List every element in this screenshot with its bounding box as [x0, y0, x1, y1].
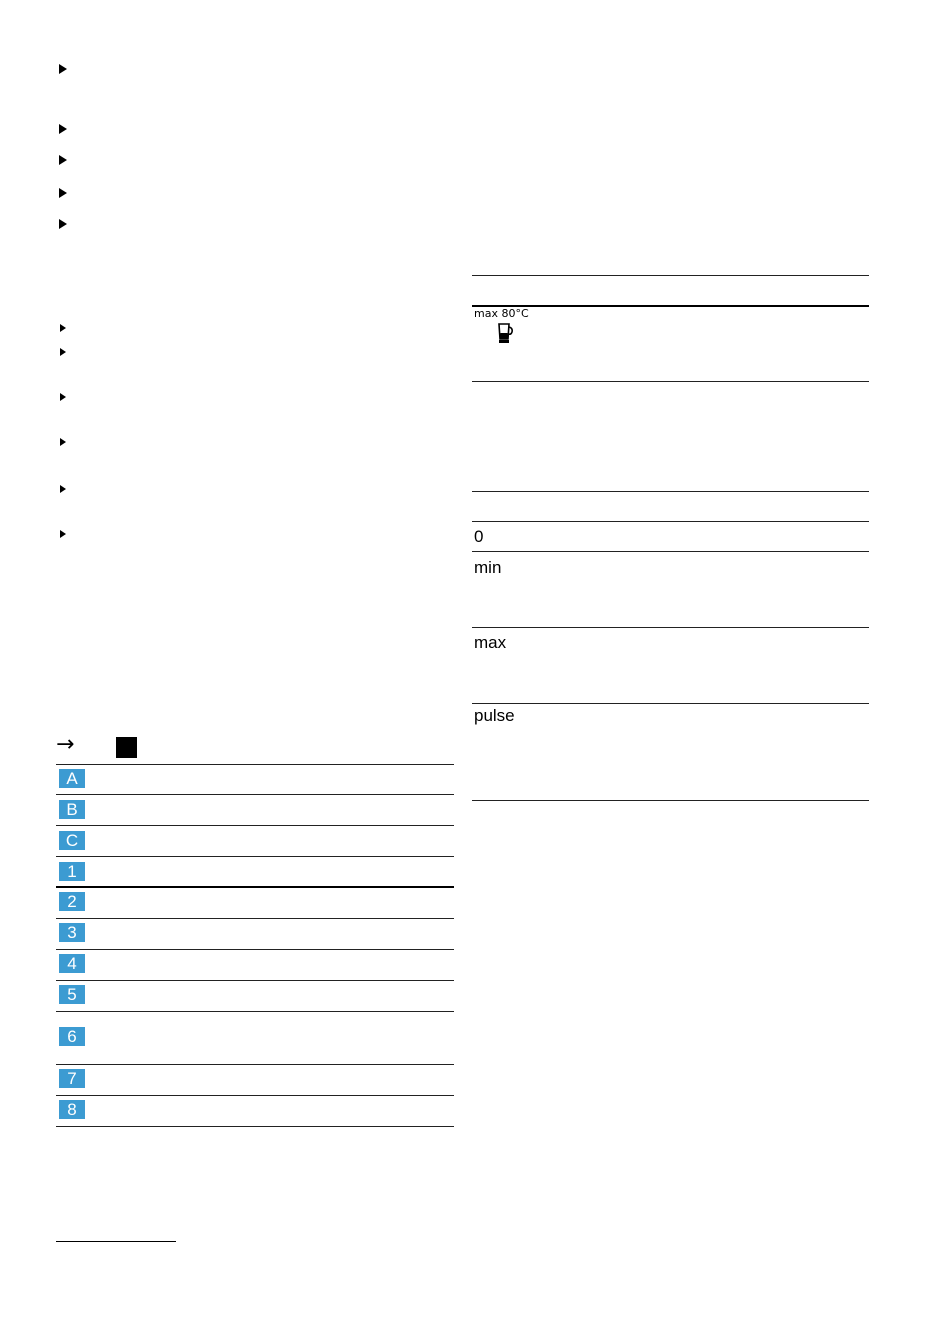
table-rule — [472, 703, 869, 704]
table-rule — [472, 305, 869, 307]
legend-badge: 2 — [59, 892, 85, 911]
legend-header — [56, 733, 454, 763]
table-rule — [472, 491, 869, 492]
black-square-icon — [116, 737, 137, 758]
bullet-arrow-icon — [59, 219, 67, 229]
bullet-arrow-icon — [59, 155, 67, 165]
legend-row — [56, 981, 454, 1012]
legend-badge: C — [59, 831, 85, 850]
table-rule — [472, 800, 869, 801]
legend-badge: B — [59, 800, 85, 819]
legend-row — [56, 795, 454, 826]
speed-setting-label: pulse — [474, 706, 515, 725]
legend-row — [56, 919, 454, 950]
legend-row — [56, 826, 454, 857]
table-rule — [472, 521, 869, 522]
legend-badge: A — [59, 769, 85, 788]
bullet-arrow-icon — [59, 188, 67, 198]
legend-row — [56, 1012, 454, 1065]
bullet-arrow-icon — [60, 530, 66, 538]
bullet-arrow-icon — [59, 64, 67, 74]
bullet-arrow-icon — [59, 124, 67, 134]
table-rule — [472, 627, 869, 628]
table-rule — [472, 381, 869, 382]
table-rule — [472, 551, 869, 552]
legend-row — [56, 1065, 454, 1096]
table-rule — [472, 275, 869, 276]
legend-badge: 6 — [59, 1027, 85, 1046]
legend-badge: 7 — [59, 1069, 85, 1088]
legend-badge: 5 — [59, 985, 85, 1004]
bullet-arrow-icon — [60, 438, 66, 446]
legend-row — [56, 764, 454, 795]
legend-row — [56, 857, 454, 888]
footnote-rule — [56, 1241, 176, 1242]
speed-setting-label: min — [474, 558, 502, 577]
legend-badge: 8 — [59, 1100, 85, 1119]
legend-row — [56, 950, 454, 981]
arrow-right-icon: → — [56, 732, 75, 757]
speed-setting-label: max — [474, 633, 507, 652]
bullet-arrow-icon — [60, 348, 66, 356]
legend-row — [56, 1096, 454, 1127]
legend-badge: 3 — [59, 923, 85, 942]
legend-badge: 4 — [59, 954, 85, 973]
legend-table — [56, 764, 454, 1127]
bullet-arrow-icon — [60, 485, 66, 493]
speed-setting-label: 0 — [474, 527, 484, 546]
legend-row — [56, 888, 454, 919]
bullet-arrow-icon — [60, 324, 66, 332]
max-temperature-label: max 80°C — [474, 307, 529, 320]
bullet-arrow-icon — [60, 393, 66, 401]
legend-badge: 1 — [59, 862, 85, 881]
blender-jug-icon — [495, 322, 515, 344]
